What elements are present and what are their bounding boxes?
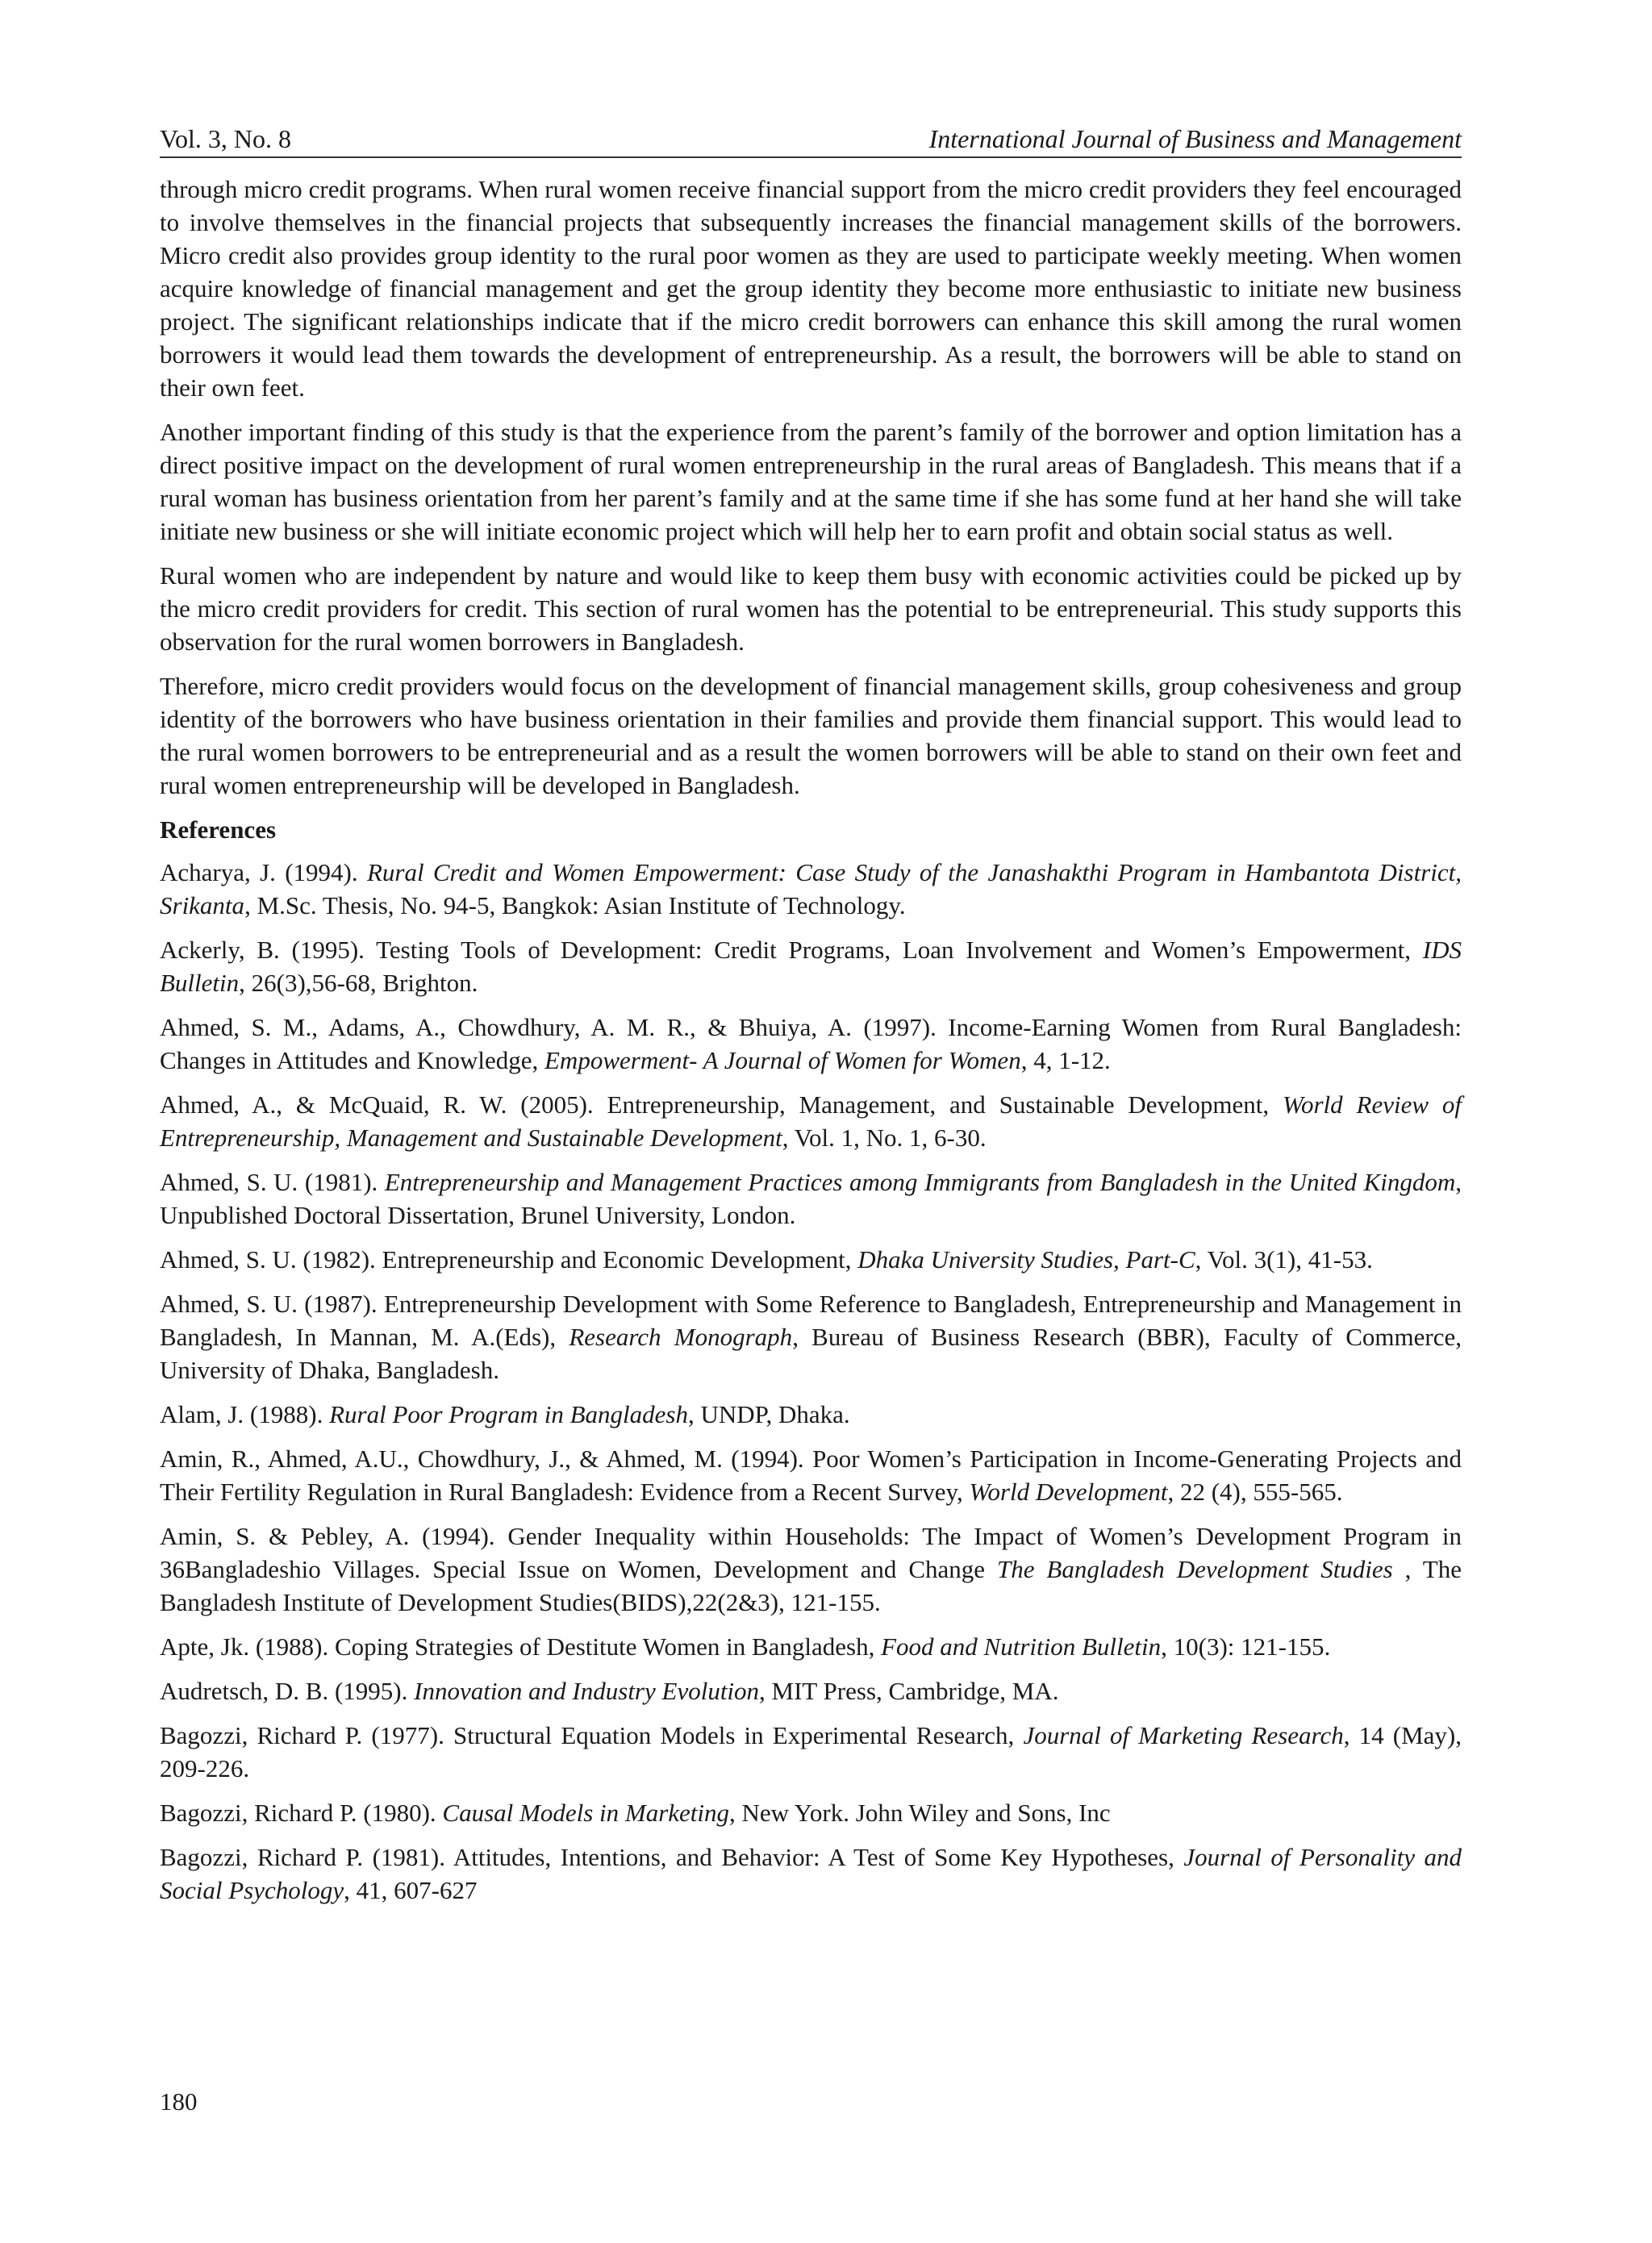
page-header	[160, 121, 1462, 158]
body-paragraph: through micro credit programs. When rural women receive financial support from the micro credit providers they feel encouraged to involve themselves in the financial projects that subsequently increases the financial management skills of the borrowers. Micro credit also provides group identity to the rural poor women as they are used to participate weekly meeting. When women acquire knowledge of financial management and get the group identity they become more enthusiastic to initiate new business project. The significant relationships indicate that if the micro credit borrowers can enhance this skill among the rural women borrowers it would lead them towards the development of entrepreneurship. As a result, the borrowers will be able to stand on their own feet.	[160, 175, 1462, 402]
reference-item: Alam, J. (1988). Rural Poor Program in Bangladesh, UNDP, Dhaka.	[160, 1400, 850, 1428]
journal-title: International Journal of Business and Management	[928, 124, 1462, 153]
reference-item: Amin, S. & Pebley, A. (1994). Gender Inequality within Households: The Impact of Women’s Development Program in 36Bangladeshio Villages. Special Issue on Women, Development and Change The Bangladesh Development Studies , The Bangladesh Institute of Development Studies(BIDS),22(2&3), 121-155.	[160, 1522, 1462, 1616]
reference-item: Acharya, J. (1994). Rural Credit and Women Empowerment: Case Study of the Janashakthi Program in Hambantota District, Srikanta, M.Sc. Thesis, No. 94-5, Bangkok: Asian Institute of Technology.	[160, 858, 1462, 919]
volume-label: Vol. 3, No. 8	[160, 124, 291, 153]
page-number: 180	[160, 2087, 198, 2116]
reference-item: Ahmed, A., & McQuaid, R. W. (2005). Entrepreneurship, Management, and Sustainable Development, World Review of Entrepreneurship, Management and Sustainable Development, Vol. 1, No. 1, 6-30.	[160, 1090, 1462, 1152]
reference-item: Audretsch, D. B. (1995). Innovation and Industry Evolution, MIT Press, Cambridge, MA.	[160, 1677, 1059, 1705]
reference-item: Bagozzi, Richard P. (1977). Structural Equation Models in Experimental Research, Journal of Marketing Research, 14 (May), 209-226.	[160, 1721, 1462, 1782]
reference-item: Apte, Jk. (1988). Coping Strategies of Destitute Women in Bangladesh, Food and Nutrition Bulletin, 10(3): 121-155.	[160, 1632, 1331, 1661]
body-paragraph: Rural women who are independent by nature and would like to keep them busy with economic activities could be picked up by the micro credit providers for credit. This section of rural women has the potential to be entrepreneurial. This study supports this observation for the rural women borrowers in Bangladesh.	[160, 561, 1462, 656]
reference-item: Ahmed, S. U. (1981). Entrepreneurship and Management Practices among Immigrants from Bangladesh in the United Kingdom, Unpublished Doctoral Dissertation, Brunel University, London.	[160, 1168, 1462, 1229]
reference-item: Ahmed, S. U. (1987). Entrepreneurship Development with Some Reference to Bangladesh, Entrepreneurship and Management in Bangladesh, In Mannan, M. A.(Eds), Research Monograph, Bureau of Business Research (BBR), Faculty of Commerce, University of Dhaka, Bangladesh.	[160, 1290, 1462, 1384]
body-paragraph: Therefore, micro credit providers would focus on the development of financial management skills, group cohesiveness and group identity of the borrowers who have business orientation in their families and provide them financial support. This would lead to the rural women borrowers to be entrepreneurial and as a result the women borrowers will be able to stand on their own feet and rural women entrepreneurship will be developed in Bangladesh.	[160, 672, 1462, 799]
reference-item: Amin, R., Ahmed, A.U., Chowdhury, J., & Ahmed, M. (1994). Poor Women’s Participation in Income-Generating Projects and Their Fertility Regulation in Rural Bangladesh: Evidence from a Recent Survey, World Development, 22 (4), 555-565.	[160, 1445, 1462, 1506]
reference-item: Bagozzi, Richard P. (1980). Causal Models in Marketing, New York. John Wiley and Sons, Inc	[160, 1799, 1111, 1827]
reference-item: Ahmed, S. U. (1982). Entrepreneurship and Economic Development, Dhaka University Studies, Part-C, Vol. 3(1), 41-53.	[160, 1245, 1373, 1274]
references-heading: References	[160, 815, 277, 844]
reference-item: Bagozzi, Richard P. (1981). Attitudes, Intentions, and Behavior: A Test of Some Key Hypotheses, Journal of Personality and Social Psychology, 41, 607-627	[160, 1843, 1462, 1904]
body-paragraph: Another important finding of this study is that the experience from the parent’s family of the borrower and option limitation has a direct positive impact on the development of rural women entrepreneurship in the rural areas of Bangladesh. This means that if a rural woman has business orientation from her parent’s family and at the same time if she has some fund at her hand she will take initiate new business or she will initiate economic project which will help her to earn profit and obtain social status as well.	[160, 418, 1462, 545]
page-content	[160, 173, 1462, 1918]
reference-item: Ahmed, S. M., Adams, A., Chowdhury, A. M. R., & Bhuiya, A. (1997). Income-Earning Women from Rural Bangladesh: Changes in Attitudes and Knowledge, Empowerment- A Journal of Women for Women, 4, 1-12.	[160, 1013, 1462, 1074]
reference-item: Ackerly, B. (1995). Testing Tools of Development: Credit Programs, Loan Involvement and Women’s Empowerment, IDS Bulletin, 26(3),56-68, Brighton.	[160, 936, 1462, 997]
